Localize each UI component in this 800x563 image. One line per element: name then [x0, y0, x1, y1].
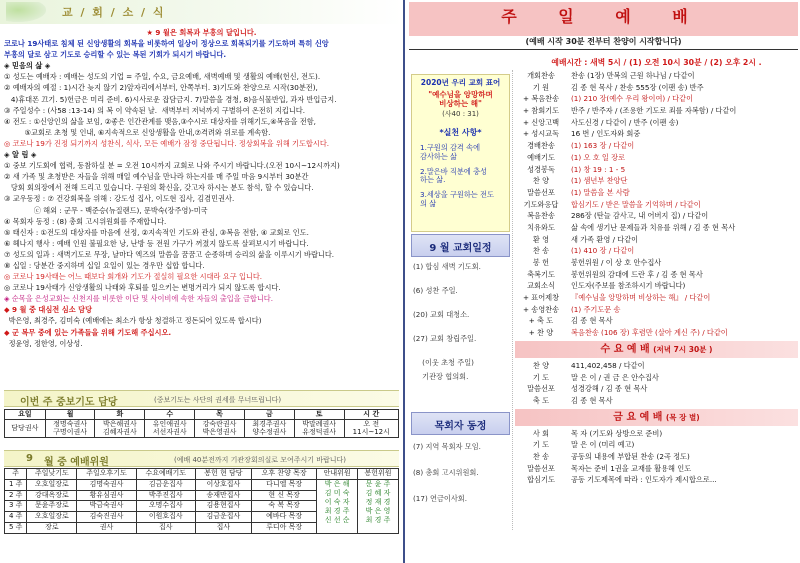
order-label: 말씀선포	[527, 187, 555, 197]
order-label: + 성시교독	[522, 129, 560, 139]
practice-item: 2.말은바 직분에 충성 하는 삶.	[420, 166, 487, 185]
right-panel	[403, 0, 800, 563]
order-label: + 신앙고백	[522, 117, 560, 127]
table-cell: 3 주	[5, 501, 27, 512]
order-row	[515, 164, 798, 176]
news-line: 당회 회의장에서 전해 드리고 있습니다. 구원의 확신을, 갖고자 하시는 분도 참석, 할 수 있습니다.	[4, 183, 314, 193]
prayer-duty-title: 이번 주 중보기도 담당	[20, 397, 118, 408]
table-cell: 김금운집사	[136, 479, 195, 490]
order-row	[515, 372, 798, 384]
order-value: 김 종 현 목사	[571, 316, 613, 326]
news-line: ◎ 코로나 19가 진정 되기까지 성찬식, 식사, 모든 예배가 잠정 중단됩니다. 정상회복을 위해 기도합시다.	[4, 138, 330, 148]
order-value: 『예수님을 앙망하며 비상하는 해』 / 다같이	[571, 293, 711, 303]
order-label: 찬 송	[532, 451, 550, 461]
order-label: 성경봉독	[527, 164, 555, 174]
wednesday-time: (저녁 7시 30분 )	[653, 344, 713, 354]
sunday-worship-subtitle: (예배 시작 30분 전부터 찬양이 시작합니다)	[409, 36, 798, 50]
leaf-decoration-icon	[6, 2, 46, 22]
order-label: 경배찬송	[527, 141, 555, 151]
order-value: 목자는 준비 1권을 교재를 활용해 인도	[571, 463, 692, 473]
order-row	[515, 292, 798, 304]
order-label: 환 영	[532, 234, 550, 244]
table-cell: 예바다 목장	[251, 512, 316, 523]
practice-item: 3.세상을 구원하는 전도 의 삶	[420, 190, 494, 208]
table-cell: 김명숙권사	[77, 479, 136, 490]
schedule-item: (6) 성찬 주일.	[413, 286, 458, 295]
order-of-service	[515, 56, 798, 486]
table-header: 주	[5, 469, 27, 480]
news-line: ① 중보 기도회에 협력, 동참하실 분 = 오전 10시까지 교회로 나와 주시기 바랍니다.(오전 10시~12시까지)	[4, 161, 340, 171]
friday-note: (목 장 별)	[665, 412, 700, 422]
news-line: ④ 목회자 동정 : (8) 총회 고시위원회를 주재합니다.	[4, 216, 167, 226]
order-row	[515, 360, 798, 372]
order-value: 김 종 현 목사	[571, 395, 613, 405]
table-header: 금	[244, 410, 294, 420]
order-value: 286장 (탄늘 감사고, 내 어버지 집) / 다같이	[571, 211, 709, 221]
order-label: 찬 송	[532, 246, 550, 256]
pastor-item: (8) 총회 고시위원회.	[413, 468, 479, 477]
news-line: 코로나 19사태로 침체 된 신앙생활의 회복을 비롯하여 일상이 정상으로 회복되기를 기도하며 특히 신앙	[4, 39, 329, 49]
motto-year: 2020년 우리 교회 표어	[420, 78, 501, 87]
table-cell: 이원호집사	[136, 512, 195, 523]
order-row	[515, 428, 798, 440]
order-label: 말씀선포	[527, 384, 555, 394]
news-line: ⑤ 태신자 : ①전도의 대상자를 마음에 선정, ②지속적인 기도와 관심, ③복음 전함, ④ 교회로 인도.	[4, 227, 309, 237]
table-header: 안내위원	[317, 469, 358, 480]
table-cell: 오호일장로	[27, 479, 77, 490]
news-line: 정윤영, 정한영, 이상성.	[4, 338, 83, 348]
table-cell: 강대옥장로	[27, 490, 77, 501]
table-cell: 현 신 목장	[251, 490, 316, 501]
order-label: + 축 도	[528, 316, 554, 326]
practice-item: 1.구원의 감격 속에 감사하는 삶	[420, 143, 481, 161]
news-line: ◈ 순목을 은성교회는 신천지를 비롯한 이단 및 사이비에 속한 자들의 출입을 금합니다.	[4, 294, 274, 304]
table-cell: 오호일장로	[27, 512, 77, 523]
news-line: 박은영, 최경주, 김미숙 (예배에는 최소가 항상 청결하고 정돈되어 있도록 합시다)	[4, 316, 262, 326]
order-value: 김 종 현 목사 / 찬송 555장 (이팬 송) 반주	[571, 82, 704, 92]
order-value: (1) 창 19 : 1 - 5	[571, 164, 626, 174]
order-row	[515, 187, 798, 199]
order-row	[515, 327, 798, 339]
order-label: 찬 양	[532, 176, 550, 186]
order-label: 기 도	[532, 440, 550, 450]
table-header: 수	[145, 410, 195, 420]
pastor-item: (17) 연금이사회.	[413, 494, 468, 503]
order-row	[515, 140, 798, 152]
order-label: + 복음찬송	[522, 94, 560, 104]
order-label: 봉 헌	[532, 258, 550, 267]
table-header: 토	[294, 410, 344, 420]
order-label: 축 도	[532, 395, 550, 405]
table-cell: 1 주	[5, 479, 27, 490]
order-row	[515, 280, 798, 292]
news-line: ⑧ 십일 : 당분간 중지하며 십일 요일이 있는 경우만 십합 합니다.	[4, 260, 205, 270]
pastor-item: (7) 지역 목회자 모임.	[413, 442, 481, 451]
motto-quote: "예수님을 앙망하며 비상하는 해"	[428, 90, 493, 108]
order-row	[515, 152, 798, 164]
order-value: (1) 163 장 / 다같이	[571, 141, 635, 151]
worship-committee-note: (예배 40분전까지 기관장회의실로 모여주시기 바랍니다)	[174, 456, 347, 464]
order-value: 16 번 / 인도자와 회중	[571, 129, 641, 139]
order-label: + 표어제창	[522, 293, 560, 303]
news-line: ④ 전도 : ①신앙인의 삶을 보임, ②좋은 인간관계를 맺음,③수시로 대상자를 위해기도,④복음을 전함,	[4, 116, 316, 126]
table-header: 화	[95, 410, 145, 420]
order-row	[515, 269, 798, 281]
order-label: 예배기도	[527, 152, 555, 162]
order-value: 공동 기도제목에 따라 : 인도자가 제시합으로...	[571, 475, 717, 485]
order-value: 삶 속에 생기난 문제들과 치유를 위해 / 김 종 현 목사	[571, 222, 736, 232]
order-row	[515, 463, 798, 475]
schedule-item: (1) 합심 새벽 기도회.	[413, 262, 481, 271]
worship-times: 예배시간 : 새벽 5시 / (1) 오전 10시 30분 / (2) 오후 2시 .	[551, 58, 762, 67]
order-value: (1) 샘년부 찬양단	[571, 176, 628, 186]
table-cell: 2 주	[5, 490, 27, 501]
order-row	[515, 304, 798, 316]
order-value: 찬송 (1장) 만복의 근원 하나님 / 다같이	[571, 71, 695, 80]
order-label: 사 회	[532, 428, 550, 438]
divider	[512, 70, 513, 530]
order-row	[515, 439, 798, 451]
news-header	[0, 0, 403, 24]
worship-committee-bar	[4, 450, 399, 467]
order-value: 말 은 이 (미리 예고)	[571, 440, 635, 450]
news-line: ◎ 코로나 19사태가 신앙생활의 나태와 후퇴를 일으키는 변명거리가 되지 않도록 합시다.	[4, 283, 281, 293]
prayer-duty-table	[4, 409, 399, 438]
order-value: 사도신경 / 다같이 / 반주 (이팬 송)	[571, 117, 679, 127]
prayer-duty-bar	[4, 390, 399, 407]
schedule-box: 9 월 교회일정	[411, 234, 510, 257]
order-row	[515, 105, 798, 117]
order-label: + 송영찬송	[522, 304, 560, 314]
news-line: ② 예배자의 예절 : 1)시간 늦지 않기 2)앞자리에서부터, 안쪽부터. 3)기도와 찬양으로 시작(30분전),	[4, 83, 318, 93]
order-label: 합심기도	[527, 475, 555, 485]
order-label: + 참회기도	[522, 106, 560, 116]
order-value: 봉헌위원 / 이 상 호 안수집사	[571, 258, 662, 267]
order-row	[515, 451, 798, 463]
wednesday-header	[515, 341, 798, 358]
order-label: 찬 양	[532, 360, 550, 370]
table-header: 수요예배기도	[136, 469, 195, 480]
order-value: (1) 410 장 / 다같이	[571, 246, 635, 256]
order-value: 성경강해 / 김 종 현 목사	[571, 384, 648, 394]
schedule-item: (20) 교회 대청소.	[413, 310, 470, 319]
news-line: ◈ 믿음의 삶 ◈	[4, 61, 51, 71]
order-label: 기도와응답	[523, 199, 559, 209]
table-row	[5, 479, 399, 490]
order-label: 말씀선포	[527, 463, 555, 473]
table-header: 봉헌 현 담당	[195, 469, 251, 480]
order-value: 공동의 내용에 부합된 찬송 (2곡 정도)	[571, 451, 690, 461]
table-cell: 담당권사	[5, 419, 46, 437]
table-header: 월	[45, 410, 95, 420]
order-value: 목 자 (기도와 상방으로 준비)	[571, 428, 663, 438]
order-label: 치유와도	[527, 222, 555, 232]
order-row	[515, 70, 798, 82]
table-header: 봉헌위원	[358, 469, 399, 480]
order-row	[515, 257, 798, 269]
usher-list: 박 은 해 김 미 숙 이 숙 자 최 경 주 신 선 순	[317, 479, 358, 533]
table-header: 오후 찬양 목장	[251, 469, 316, 480]
table-cell: 강숙란권사 박은영권사	[195, 419, 245, 437]
table-cell: 오명수집사	[136, 501, 195, 512]
worship-committee-table	[4, 468, 399, 534]
table-header: 시 간	[344, 410, 398, 420]
order-label: 복음찬송	[527, 211, 555, 221]
news-line: ◆ 군 복무 중에 있는 가족들을 위해 기도해 주십시오.	[4, 327, 172, 337]
news-line: ③ 주일성수 : (사58 :13-14) 의 복 이 약속된 날. 새벽부터 저녁까지 구별하여 온전히 지킵니다.	[4, 105, 306, 115]
news-title: 교 / 회 / 소 / 식	[62, 6, 166, 19]
table-cell: 송재만집사	[195, 490, 251, 501]
motto-ref: (사40 : 31)	[442, 110, 479, 118]
order-value: 말 은 이 / 권 금 은 안수집사	[571, 372, 659, 382]
table-header: 요일	[5, 410, 46, 420]
table-cell: 박금숙권사	[77, 501, 136, 512]
news-line: 부흥의 달로 삼고 기도로 승리할 수 있는 복된 기회가 되시기 바랍니다.	[4, 50, 227, 60]
pastor-box: 목회자 동정	[411, 412, 510, 435]
table-cell: 이상호집사	[195, 479, 251, 490]
order-value: (1) 주기도문 송	[571, 304, 621, 314]
table-cell: 집사	[195, 522, 251, 533]
news-line: ◎ 코로나 19사태는 어느 때보다 회개와 기도가 절실히 필요한 시대라 요구 입니다.	[4, 272, 263, 282]
order-value: (1) 말씀을 본 사람	[571, 187, 630, 197]
order-row	[515, 474, 798, 486]
news-line: ① 성도는 예배자 : 예배는 성도의 기업 = 주일, 수요, 금요예배, 새벽예배 및 생활의 예배(헌신, 전도).	[4, 72, 321, 82]
table-cell: 집사	[136, 522, 195, 533]
order-value: 합심기도 / 받은 말씀을 기억하며 / 다같이	[571, 199, 701, 209]
order-value: 복음찬송 (106 장) 후렴만 (살아 계신 주) / 다같이	[571, 328, 728, 338]
order-row	[515, 222, 798, 234]
order-value: (1) 210 장(예수 우리 왕이여) / 다같이	[571, 94, 694, 104]
order-row	[515, 234, 798, 246]
order-label: 기 도	[532, 372, 550, 382]
schedule-item: 기관장 협의회.	[413, 372, 469, 381]
table-cell: 권사	[77, 522, 136, 533]
prayer-duty-note: (중보기도는 사단의 권세를 무너뜨립니다)	[154, 396, 282, 404]
news-body	[4, 27, 399, 349]
order-row	[515, 210, 798, 222]
table-cell: 최경주권사 양수정권사	[244, 419, 294, 437]
news-line: ★ 9 월은 회복과 부흥의 달입니다.	[146, 28, 257, 37]
order-value: 반주 / 반주자 / (조용한 기도로 죄를 자복함) / 다같이	[571, 106, 737, 116]
order-label: 교회소식	[527, 281, 555, 291]
order-value: 새 가족 환영 / 다같이	[571, 234, 639, 244]
order-value: (1) 오 호 일 장로	[571, 152, 626, 162]
schedule-item: (이웃 초청 주일)	[413, 358, 474, 367]
table-header: 목	[195, 410, 245, 420]
table-header: 주일낮기도	[27, 469, 77, 480]
order-row	[515, 395, 798, 407]
offering-list: 문 윤 주 김 혜 자 정 재 경 박 은 영 최 경 주	[358, 479, 399, 533]
table-cell: 박주진집사	[136, 490, 195, 501]
sunday-worship-title: 주 일 예 배	[409, 2, 798, 36]
order-row	[515, 175, 798, 187]
order-label: + 찬 양	[528, 328, 554, 338]
worship-committee-title: 월 중 예배위원	[44, 457, 109, 468]
order-value: 인도자(주보를 참조하시기 바랍니다)	[571, 281, 686, 291]
order-value: 411,402,458 / 다같이	[571, 360, 645, 370]
order-row	[515, 245, 798, 257]
news-line: 4)휴대폰 끄기. 5)헌금은 미리 준비. 6)시사로운 잡담금지. 7)말씀을 경청, 8)음식물반입, 과자 반입금지.	[4, 94, 337, 104]
order-row	[515, 199, 798, 211]
table-cell: 유인애권사 서선자권사	[145, 419, 195, 437]
order-row	[515, 383, 798, 395]
news-line: ⓒ 해외 : 군무 - 백준승(뉴질랜드), 문박숙(장주영)-미국	[4, 205, 208, 215]
friday-header	[515, 409, 798, 426]
month-number: 9	[26, 453, 33, 464]
table-cell: 정명숙권사 구명이권사	[45, 419, 95, 437]
order-row	[515, 117, 798, 129]
news-line: ◆ 9 월 중 대심전 심소 담당	[4, 305, 93, 315]
order-row	[515, 315, 798, 327]
news-line: ⑥ 헤나지 행사 : 예배 인원 불필요한 낭, 난방 등 전원 가구가 꺼졌지 않도록 살펴보시기 바랍니다.	[4, 238, 309, 248]
church-motto-box	[411, 74, 510, 232]
table-cell: 루디아 목장	[251, 522, 316, 533]
table-cell: 다니엘 목장	[251, 479, 316, 490]
order-row	[515, 93, 798, 105]
order-label: 개회찬송	[527, 71, 555, 80]
table-header: 주일오후기도	[77, 469, 136, 480]
table-cell: 박말례권사 유정덕권사	[294, 419, 344, 437]
order-label: 기 원	[532, 82, 550, 92]
news-line: ③ 교우동정 : ⑦ 건강회복을 위해 : 강도성 집사, 이도현 집사, 김겸민권사.	[4, 194, 235, 204]
table-cell: 장로	[27, 522, 77, 533]
news-line: ◈ 알 림 ◈	[4, 150, 37, 160]
friday-title: 금 요 예 배	[613, 411, 663, 423]
table-cell: 오 전 11시~12시	[344, 419, 398, 437]
news-line: ⑦ 성도의 일과 : 새벽기도로 무장, 날마다 엑즈의 말씀을 꿈꿈고 순종하며 승리의 삶을 이루시기 바랍니다.	[4, 249, 335, 259]
wednesday-title: 수 요 예 배	[600, 343, 650, 355]
news-line: ⑤교회로 초청 및 인내, ⑥지속적으로 신앙생활을 안내,⑦격려와 위로를 계속함.	[4, 127, 271, 137]
schedule-item: (27) 교회 창립주일.	[413, 334, 477, 343]
news-line: ② 새 가족 및 초청받은 자들을 위해 매일 예수님을 만나라 하는지를 매 주일 마음 9시부터 30분간	[4, 172, 309, 182]
practice-title: *실천 사항*	[439, 128, 482, 137]
table-cell: 김금운집사	[195, 512, 251, 523]
table-cell: 박은해권사 김혜자권사	[95, 419, 145, 437]
table-cell: 김용현집사	[195, 501, 251, 512]
table-cell: 5 주	[5, 522, 27, 533]
order-row	[515, 128, 798, 140]
table-cell: 황유심권사	[77, 490, 136, 501]
order-value: 봉헌위원의 감대에 드란 후 / 김 종 현 목사	[571, 269, 703, 279]
table-cell: 문윤주장로	[27, 501, 77, 512]
table-cell: 김숙진권사	[77, 512, 136, 523]
table-cell: 4 주	[5, 512, 27, 523]
order-label: 축복기도	[527, 269, 555, 279]
table-cell: 숙 복 목장	[251, 501, 316, 512]
order-row	[515, 82, 798, 94]
